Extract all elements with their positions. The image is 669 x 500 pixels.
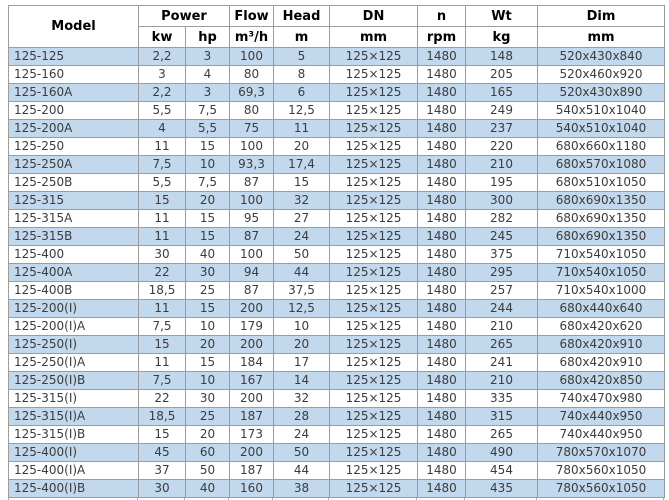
table-row [9,264,665,282]
cell-dn: 125×125 [330,282,418,300]
header-flow: Flow [230,6,274,27]
cell-dn: 125×125 [330,156,418,174]
cell-wt: 241 [466,354,538,372]
table-row [9,336,665,354]
table-header [9,6,665,48]
table-row [9,282,665,300]
cell-head: 20 [274,336,330,354]
table-row [9,210,665,228]
cell-rpm: 1480 [418,84,466,102]
cell-dn: 125×125 [330,48,418,66]
cell-kw: 7,5 [139,372,186,390]
cell-flow: 200 [230,336,274,354]
cell-rpm: 1480 [418,480,466,498]
cell-dn: 125×125 [330,408,418,426]
cell-rpm: 1480 [418,426,466,444]
cell-head: 12,5 [274,102,330,120]
header-head: Head [274,6,330,27]
cell-rpm: 1480 [418,210,466,228]
cell-head: 6 [274,84,330,102]
cell-hp: 7,5 [186,102,230,120]
cell-dn: 125×125 [330,84,418,102]
cell-head: 37,5 [274,282,330,300]
cell-dim: 680x570x1080 [538,156,665,174]
cell-rpm: 1480 [418,300,466,318]
cell-wt: 375 [466,246,538,264]
cell-head: 8 [274,66,330,84]
table-row [9,408,665,426]
cell-wt: 237 [466,120,538,138]
table-row [9,102,665,120]
cell-wt: 295 [466,264,538,282]
cell-wt: 435 [466,480,538,498]
cell-flow: 100 [230,192,274,210]
cell-head: 14 [274,372,330,390]
cell-hp: 60 [186,444,230,462]
spec-table [8,5,665,498]
cell-flow: 184 [230,354,274,372]
cell-rpm: 1480 [418,408,466,426]
cell-dim: 740x440x950 [538,426,665,444]
cell-kw: 3 [139,66,186,84]
table-row [9,318,665,336]
cell-hp: 10 [186,372,230,390]
cell-dn: 125×125 [330,354,418,372]
cell-flow: 167 [230,372,274,390]
cell-head: 28 [274,408,330,426]
cell-dim: 710x540x1050 [538,246,665,264]
cell-dim: 740x440x950 [538,408,665,426]
cell-rpm: 1480 [418,246,466,264]
cell-dim: 540x510x1040 [538,120,665,138]
cell-model: 125-400A [9,264,139,282]
cell-head: 12,5 [274,300,330,318]
cell-rpm: 1480 [418,336,466,354]
cell-flow: 179 [230,318,274,336]
cell-head: 11 [274,120,330,138]
cell-hp: 10 [186,156,230,174]
cell-dn: 125×125 [330,192,418,210]
header-model: Model [9,6,139,48]
cell-model: 125-400B [9,282,139,300]
cell-head: 5 [274,48,330,66]
cell-hp: 10 [186,318,230,336]
header-unit-dn: mm [330,27,418,48]
cell-wt: 265 [466,336,538,354]
header-unit-dim: mm [538,27,665,48]
cell-dn: 125×125 [330,336,418,354]
cell-dim: 680x690x1350 [538,210,665,228]
cell-hp: 25 [186,408,230,426]
cell-wt: 265 [466,426,538,444]
cell-wt: 245 [466,228,538,246]
table-row [9,462,665,480]
cell-wt: 220 [466,138,538,156]
cell-hp: 50 [186,462,230,480]
header-n: n [418,6,466,27]
table-row [9,48,665,66]
header-unit-head: m [274,27,330,48]
cell-wt: 195 [466,174,538,192]
cell-rpm: 1480 [418,264,466,282]
cell-dn: 125×125 [330,120,418,138]
cell-model: 125-125 [9,48,139,66]
table-row [9,246,665,264]
cell-kw: 11 [139,228,186,246]
cell-flow: 160 [230,480,274,498]
cell-dn: 125×125 [330,444,418,462]
cell-dn: 125×125 [330,480,418,498]
cell-model: 125-160 [9,66,139,84]
cell-flow: 95 [230,210,274,228]
cell-head: 27 [274,210,330,228]
cell-dim: 540x510x1040 [538,102,665,120]
cell-kw: 11 [139,354,186,372]
cell-wt: 210 [466,372,538,390]
cell-flow: 93,3 [230,156,274,174]
cell-rpm: 1480 [418,48,466,66]
cell-dim: 710x540x1050 [538,264,665,282]
cell-model: 125-315A [9,210,139,228]
cell-model: 125-315(I)B [9,426,139,444]
cell-dn: 125×125 [330,228,418,246]
cell-dim: 680x420x910 [538,354,665,372]
cell-kw: 22 [139,390,186,408]
cell-dn: 125×125 [330,264,418,282]
header-unit-hp: hp [186,27,230,48]
table-row [9,228,665,246]
cell-dn: 125×125 [330,462,418,480]
cell-flow: 80 [230,66,274,84]
cell-flow: 173 [230,426,274,444]
cell-hp: 5,5 [186,120,230,138]
header-wt: Wt [466,6,538,27]
cell-flow: 200 [230,300,274,318]
header-power: Power [139,6,230,27]
cell-hp: 40 [186,246,230,264]
cell-dim: 520x430x840 [538,48,665,66]
cell-hp: 30 [186,390,230,408]
cell-hp: 25 [186,282,230,300]
cell-dim: 780x560x1050 [538,480,665,498]
cell-wt: 335 [466,390,538,408]
cell-model: 125-250(I)A [9,354,139,372]
cell-flow: 87 [230,174,274,192]
cell-dn: 125×125 [330,426,418,444]
cell-head: 38 [274,480,330,498]
cell-rpm: 1480 [418,228,466,246]
cell-kw: 18,5 [139,408,186,426]
cell-hp: 15 [186,210,230,228]
cell-model: 125-200A [9,120,139,138]
cell-flow: 87 [230,228,274,246]
cell-kw: 15 [139,192,186,210]
cell-hp: 15 [186,300,230,318]
cell-dim: 680x420x620 [538,318,665,336]
cell-hp: 7,5 [186,174,230,192]
cell-dim: 780x560x1050 [538,462,665,480]
cell-rpm: 1480 [418,66,466,84]
cell-model: 125-400 [9,246,139,264]
table-row [9,354,665,372]
cell-hp: 3 [186,48,230,66]
cell-flow: 100 [230,48,274,66]
cell-kw: 5,5 [139,174,186,192]
cell-flow: 87 [230,282,274,300]
cell-flow: 187 [230,462,274,480]
cell-wt: 210 [466,318,538,336]
cell-flow: 100 [230,246,274,264]
cell-hp: 20 [186,192,230,210]
header-unit-wt: kg [466,27,538,48]
cell-rpm: 1480 [418,138,466,156]
header-dn: DN [330,6,418,27]
cell-flow: 94 [230,264,274,282]
cell-wt: 205 [466,66,538,84]
header-unit-n: rpm [418,27,466,48]
table-row [9,66,665,84]
cell-head: 17 [274,354,330,372]
cell-wt: 454 [466,462,538,480]
cell-rpm: 1480 [418,390,466,408]
cell-head: 32 [274,192,330,210]
cell-dn: 125×125 [330,300,418,318]
header-unit-flow: m³/h [230,27,274,48]
cell-dn: 125×125 [330,390,418,408]
cell-model: 125-250 [9,138,139,156]
cell-dim: 680x510x1050 [538,174,665,192]
cell-model: 125-200(I) [9,300,139,318]
cell-dim: 710x540x1000 [538,282,665,300]
table-row [9,174,665,192]
cell-kw: 5,5 [139,102,186,120]
cell-flow: 69,3 [230,84,274,102]
cell-head: 20 [274,138,330,156]
cell-head: 24 [274,228,330,246]
table-row [9,390,665,408]
cell-rpm: 1480 [418,318,466,336]
cell-dim: 520x460x920 [538,66,665,84]
cell-rpm: 1480 [418,192,466,210]
cell-dn: 125×125 [330,138,418,156]
cell-dim: 680x690x1350 [538,192,665,210]
cell-rpm: 1480 [418,174,466,192]
cell-hp: 15 [186,354,230,372]
cell-head: 24 [274,426,330,444]
cell-dim: 680x420x910 [538,336,665,354]
cell-rpm: 1480 [418,120,466,138]
cell-model: 125-250(I)B [9,372,139,390]
table-row [9,300,665,318]
table-row [9,84,665,102]
table-row [9,138,665,156]
cell-wt: 490 [466,444,538,462]
cell-model: 125-315B [9,228,139,246]
cell-kw: 11 [139,300,186,318]
cell-model: 125-250B [9,174,139,192]
cell-head: 50 [274,246,330,264]
cell-kw: 7,5 [139,318,186,336]
cell-flow: 100 [230,138,274,156]
table-row [9,192,665,210]
header-unit-kw: kw [139,27,186,48]
cell-dn: 125×125 [330,102,418,120]
cell-hp: 30 [186,264,230,282]
cell-dim: 780x570x1070 [538,444,665,462]
cell-kw: 2,2 [139,48,186,66]
cell-kw: 37 [139,462,186,480]
cell-dim: 680x690x1350 [538,228,665,246]
cell-dim: 520x430x890 [538,84,665,102]
cell-rpm: 1480 [418,102,466,120]
table-body [9,48,665,498]
cell-dn: 125×125 [330,246,418,264]
cell-dn: 125×125 [330,174,418,192]
cell-hp: 3 [186,84,230,102]
cell-kw: 7,5 [139,156,186,174]
cell-model: 125-315(I)A [9,408,139,426]
cell-hp: 15 [186,138,230,156]
header-dim: Dim [538,6,665,27]
cell-model: 125-250(I) [9,336,139,354]
cell-head: 50 [274,444,330,462]
cell-model: 125-400(I) [9,444,139,462]
cell-kw: 15 [139,336,186,354]
cell-head: 32 [274,390,330,408]
cell-dn: 125×125 [330,372,418,390]
cell-flow: 200 [230,390,274,408]
cell-flow: 75 [230,120,274,138]
cell-hp: 15 [186,228,230,246]
cell-rpm: 1480 [418,372,466,390]
cell-head: 44 [274,264,330,282]
cell-hp: 20 [186,336,230,354]
table-row [9,372,665,390]
cell-wt: 148 [466,48,538,66]
cell-model: 125-160A [9,84,139,102]
cell-model: 125-200 [9,102,139,120]
cell-kw: 15 [139,426,186,444]
cell-kw: 30 [139,480,186,498]
header-row-1 [9,6,665,27]
cell-flow: 187 [230,408,274,426]
cell-model: 125-400(I)A [9,462,139,480]
cell-wt: 282 [466,210,538,228]
cell-head: 17,4 [274,156,330,174]
cell-wt: 165 [466,84,538,102]
cell-model: 125-200(I)A [9,318,139,336]
cell-rpm: 1480 [418,156,466,174]
cell-rpm: 1480 [418,354,466,372]
cell-kw: 4 [139,120,186,138]
cell-hp: 40 [186,480,230,498]
cell-dn: 125×125 [330,318,418,336]
table-row [9,120,665,138]
cell-wt: 249 [466,102,538,120]
table-row [9,480,665,498]
cell-wt: 300 [466,192,538,210]
cell-wt: 315 [466,408,538,426]
cell-head: 44 [274,462,330,480]
cell-hp: 4 [186,66,230,84]
cell-kw: 30 [139,246,186,264]
table-row [9,444,665,462]
cell-wt: 210 [466,156,538,174]
cell-kw: 11 [139,210,186,228]
cell-model: 125-315(I) [9,390,139,408]
cell-kw: 11 [139,138,186,156]
cell-model: 125-400(I)B [9,480,139,498]
cell-dn: 125×125 [330,210,418,228]
table-row [9,426,665,444]
cell-rpm: 1480 [418,444,466,462]
cell-dim: 680x440x640 [538,300,665,318]
cell-dim: 680x420x850 [538,372,665,390]
cell-kw: 22 [139,264,186,282]
cell-head: 10 [274,318,330,336]
cell-hp: 20 [186,426,230,444]
cell-kw: 18,5 [139,282,186,300]
cell-dn: 125×125 [330,66,418,84]
cell-head: 15 [274,174,330,192]
cell-flow: 200 [230,444,274,462]
cell-model: 125-315 [9,192,139,210]
cell-kw: 45 [139,444,186,462]
cell-dim: 740x470x980 [538,390,665,408]
cell-rpm: 1480 [418,462,466,480]
cell-kw: 2,2 [139,84,186,102]
cell-rpm: 1480 [418,282,466,300]
cell-flow: 80 [230,102,274,120]
table-row [9,156,665,174]
cell-wt: 244 [466,300,538,318]
cell-dim: 680x660x1180 [538,138,665,156]
cell-wt: 257 [466,282,538,300]
cell-model: 125-250A [9,156,139,174]
